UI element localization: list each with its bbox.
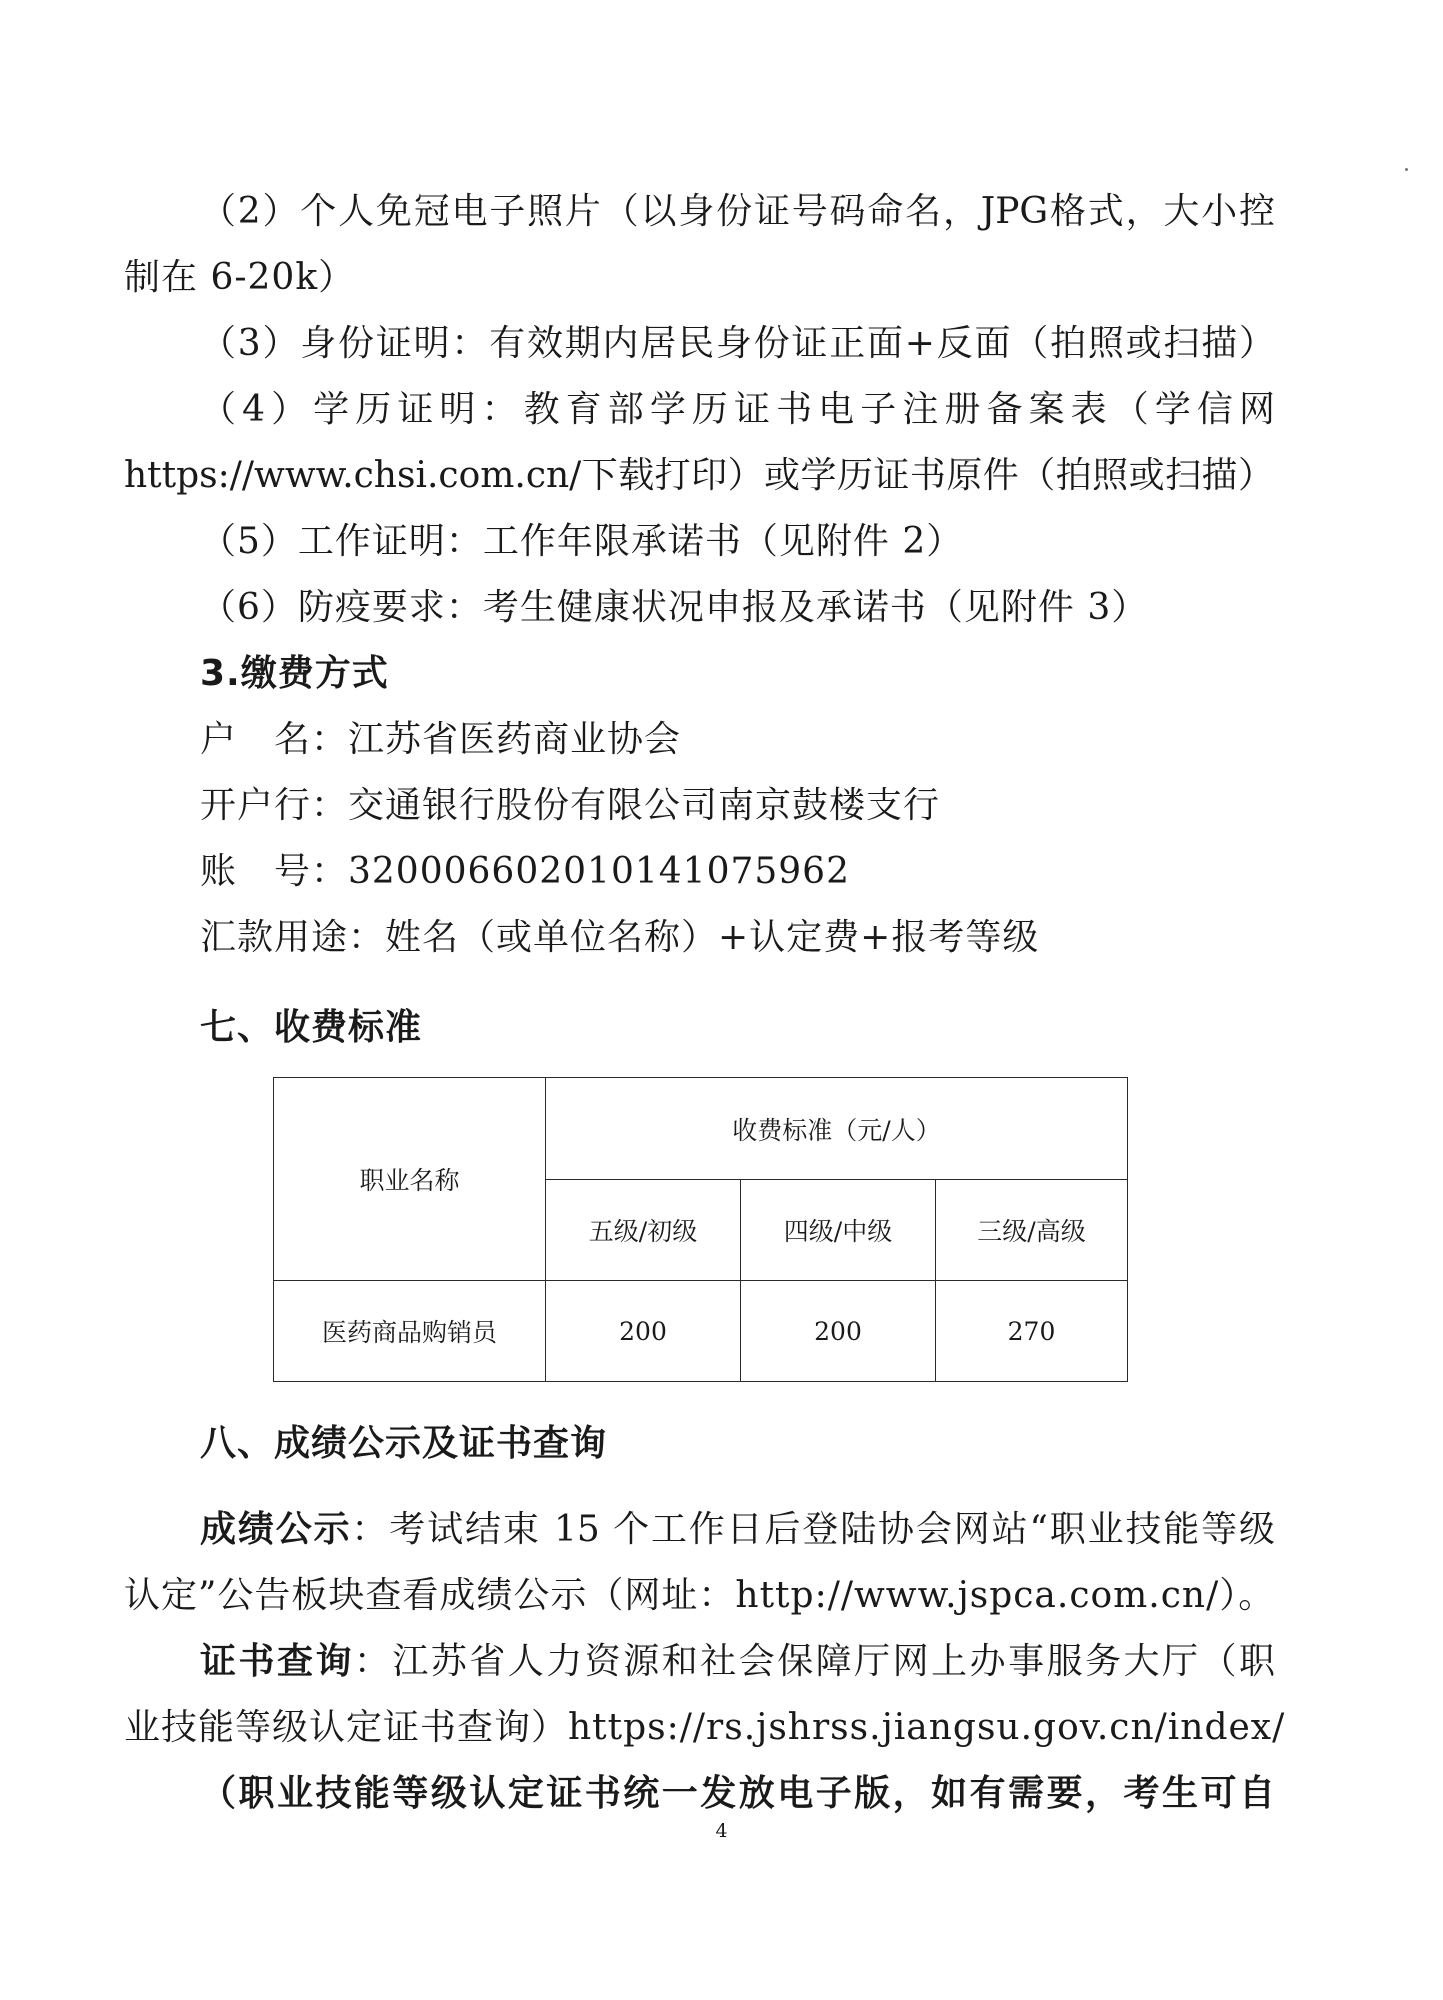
fee-cell: 200 [546,1281,741,1382]
material-item-3: （3）身份证明：有效期内居民身份证正面+反面（拍照或扫描） [200,323,1275,364]
material-item-5: （5）工作证明：工作年限承诺书（见附件 2） [200,521,964,562]
level-header: 三级/高级 [936,1180,1128,1281]
certificate-label: 证书查询 [200,1641,354,1682]
material-item-2-line-2: 制在 6-20k） [124,257,356,298]
material-item-4-line-2: https://www.chsi.com.cn/下载打印）或学历证书原件（拍照或扫描） [124,455,1274,496]
material-item-6: （6）防疫要求：考生健康状况申报及承诺书（见附件 3） [200,587,1149,628]
material-item-4-line-1: （4）学历证明：教育部学历证书电子注册备案表（学信网 [200,389,1275,430]
payment-heading: 3.缴费方式 [200,653,389,694]
table-row [274,1281,1128,1382]
publicity-line-2: 认定”公告板块查看成绩公示（网址：http://www.jspca.com.cn/）。 [124,1575,1276,1616]
fee-cell: 200 [741,1281,936,1382]
fee-table [273,1077,1128,1382]
scan-speck [1405,168,1408,171]
material-item-2-line-1: （2）个人免冠电子照片（以身份证号码命名，JPG格式，大小控 [200,191,1275,232]
payment-account-number: 账 号：320006602010141075962 [200,851,850,892]
certificate-line-2: 业技能等级认定证书查询）https://rs.jshrss.jiangsu.gov.cn/index/ [124,1707,1286,1748]
certificate-note: （职业技能等级认定证书统一发放电子版，如有需要，考生可自 [200,1773,1275,1814]
fee-header: 收费标准（元/人） [546,1078,1128,1180]
payment-bank: 开户行：交通银行股份有限公司南京鼓楼支行 [200,785,941,826]
fee-cell: 270 [936,1281,1128,1382]
page-number: 4 [715,1820,728,1842]
payment-account-name: 户 名：江苏省医药商业协会 [200,719,682,760]
publicity-text: ：考试结束 15 个工作日后登陆协会网站“职业技能等级 [351,1509,1275,1550]
publicity-line-1 [200,1506,1275,1554]
level-header: 四级/中级 [741,1180,936,1281]
publicity-label: 成绩公示 [200,1509,352,1550]
payment-purpose: 汇款用途：姓名（或单位名称）+认定费+报考等级 [200,917,1040,958]
occupation-header: 职业名称 [274,1078,546,1281]
certificate-line-1 [200,1638,1275,1686]
certificate-text: ：江苏省人力资源和社会保障厅网上办事服务大厅（职 [353,1641,1275,1682]
results-heading: 八、成绩公示及证书查询 [200,1423,608,1464]
occupation-cell: 医药商品购销员 [274,1281,546,1382]
level-header: 五级/初级 [546,1180,741,1281]
fees-heading: 七、收费标准 [200,1007,423,1048]
